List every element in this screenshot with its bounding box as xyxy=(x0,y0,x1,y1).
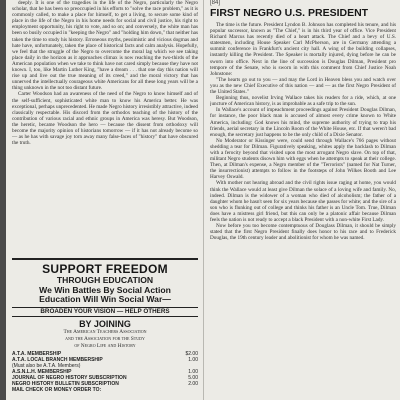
price-value: 2.00 xyxy=(188,380,198,387)
price-value: 1.00 xyxy=(188,368,198,375)
left-article-body xyxy=(12,0,198,146)
ad-organization-line-2: and the Association for the Study xyxy=(65,336,145,343)
price-label: A.T.A. MEMBERSHIP xyxy=(12,350,62,357)
ad-by-joining: BY JOINING xyxy=(79,318,131,329)
price-value: $2.00 xyxy=(185,350,198,357)
left-paragraph: Carter Woodson had an awareness of the need of the Negro to know himself and of the self-sufficient, sophisticated white man to know his America better. He was exceptional, perhaps unprecedented. He made Negro history irresistibly attractive, indeed classically respectable. His discord from the orthodox teaching of the history of the contribution of various racial and ethnic groups in America was heresy. But Woodson, the heretic, became Woodson the hero — because the dissent from orthodoxy will become the majority opinion of historians tomorrow — if it has not already become so — as he has with savage joy torn away many false-faces of "history" that have obscured the truth. xyxy=(12,91,198,147)
right-article-body xyxy=(210,22,396,241)
ad-broaden-vision-bar: BROADEN YOUR VISION — HELP OTHERS xyxy=(12,307,198,317)
ad-line-2: Education Will Win Social War— xyxy=(39,294,171,305)
right-paragraph: The time is the future. President Lyndon B. Johnson has completed his tenure, and his popular successor, known as "The Chief," is in his third year of office. Vice President Richard Marcus has recently died of a heart attack. The Chief and a bevy of U.S. statesmen, including House Speaker Carl McPherson, are in Germany attending a summit conference in Frankfurt's ancient city hall. A wing of the building collapses, instantly killing the President. The Speaker is mortally injured, dying before he can be sworn into office. Next in the line of succession is Douglas Dilman, President pro tempore of the Senate, who is sworn in with this comment from Chief Justice Noah Johnstone: xyxy=(210,22,396,77)
article-title: FIRST NEGRO U.S. PRESIDENT xyxy=(210,7,369,19)
price-label: A.T.A. LOCAL BRANCH MEMBERSHIP xyxy=(12,356,103,363)
right-paragraph: With mother not hearing abroad and the civil rights issue raging at home, you would think the Wallace would at least give Dilman the solace of a loving wife and family. No, indeed. Dilman is the widower of a woman who died of alcoholism; the father of a daughter whom he hasn't seen for six years because she passes for white; and the sire of a son who is flunking out of college and thinks his father is an Uncle Tom. True, Dilman does have a mistress girl friend, but this can only be a platonic affair because Dilman feels the nation is not ready to accept a black President with a non-white First Lady. xyxy=(210,180,396,223)
right-paragraph: Now before you too become contemptuous of Douglass Dilman, it should be simply stated that the first Negro President finally does honor to his race and to Frederick Douglas, the 19th century leader and abolitionist for whom he was named. xyxy=(210,223,396,242)
support-freedom-advertisement xyxy=(12,258,198,400)
price-label: A.S.N.L.H. MEMBERSHIP xyxy=(12,368,72,375)
price-label: JOURNAL OF NEGRO HISTORY SUBSCRIPTION xyxy=(12,374,127,381)
page-marker: [84] xyxy=(210,0,221,6)
document-page xyxy=(6,0,400,400)
right-paragraph: Beginning thus, novelist Irving Wallace takes his readers for a ride, which, at one juncture of American history, is as improbable as a safe trip to the sun. xyxy=(210,95,396,108)
right-paragraph: No Moderator or Kissinger were, could send through Wallace's 766 pages without shedding a tear for Dilman. Figuratively speaking, whites apply the backlash to Dilman with a ferocity beyond that visited upon the most arrogant Negro slave. On top of that, militant Negro students disown him with eggs when he attempts to speak at their college. Then, at Dilman's expense, a Negro member of the "Terrorists" (named for Nat Turner, the insurrectionist) attempts to follow in the footsteps of John Wilkes Booth and Lee Harvey Oswald. xyxy=(210,137,396,181)
left-column xyxy=(12,0,198,400)
price-label: MAIL CHECK OR MONEY ORDER TO: xyxy=(12,386,102,393)
ad-line-1: We Win Battles By Social Action xyxy=(39,284,171,295)
ad-organization-line-3: of Negro Life and History xyxy=(74,343,136,350)
price-row xyxy=(12,387,198,393)
ad-title: SUPPORT FREEDOM xyxy=(42,262,168,276)
right-column xyxy=(210,0,396,400)
ad-organization-line-1: The American Teachers Association xyxy=(63,328,147,335)
ad-through-education: THROUGH EDUCATION xyxy=(56,275,154,285)
price-value: 5.00 xyxy=(188,374,198,381)
right-paragraph: "The hearts go out to you — and may the Lord in Heaven bless you and watch over you as the new Chief Executive of this nation — and — as the first Negro President of the United States." xyxy=(210,76,396,96)
price-value: 1.00 xyxy=(188,356,198,363)
price-label: NEGRO HISTORY BULLETIN SUBSCRIPTION xyxy=(12,380,119,387)
left-paragraph: deeply. It is one of the tragedies in the life of the Negro, particularly the Negro scholar, that he has been so preoccupied in his efforts to "solve the race problem," as it is commonly called, to make a place for himself, to get a living, to secure some kind of place in the life of the Negro in his home needs for social and civil justice, his right to employment opportunity, his right to vote, and so on; and conversely, the white man has been so busily occupied in "keeping the Negro" and "holding him down," that neither has taken the time to study his history. Erroneous myths, pessimistic and vicious dogmas and hate have, unfortunately, taken the place of historical facts and calm analysis. Hopefully, we feel that the struggle of the Negro to overcome the moral lag which we see taking place daily in the horizon as it approaches climax is now reaching the two-thirds of the American population when we take to think have not cared simply because they have not known. I, too, like Martin Luther King, "have a dream . . . that one day this nation will rise up and live out the true meaning of its creed," and the moral victory that has unnerved the intellectually courageous white Americans for all these long years will be a thing unknown in the not too distant future. xyxy=(12,0,198,92)
price-note: (Must also be A.T.A. Members) xyxy=(12,362,81,369)
right-paragraph: In Wallace's account of impeachment proceedings against President Douglas Dilman, for instance, the poor black man is accused of almost every crime known to White America, including: God knows his mind, the supreme authority of trying to trap his friends, aerial secretary in the Lincoln Room of the White House, etc. If that weren't bad enough, the secretary just happens to be the only child of a Dixie Senator. xyxy=(210,107,396,138)
column-divider xyxy=(203,0,204,400)
